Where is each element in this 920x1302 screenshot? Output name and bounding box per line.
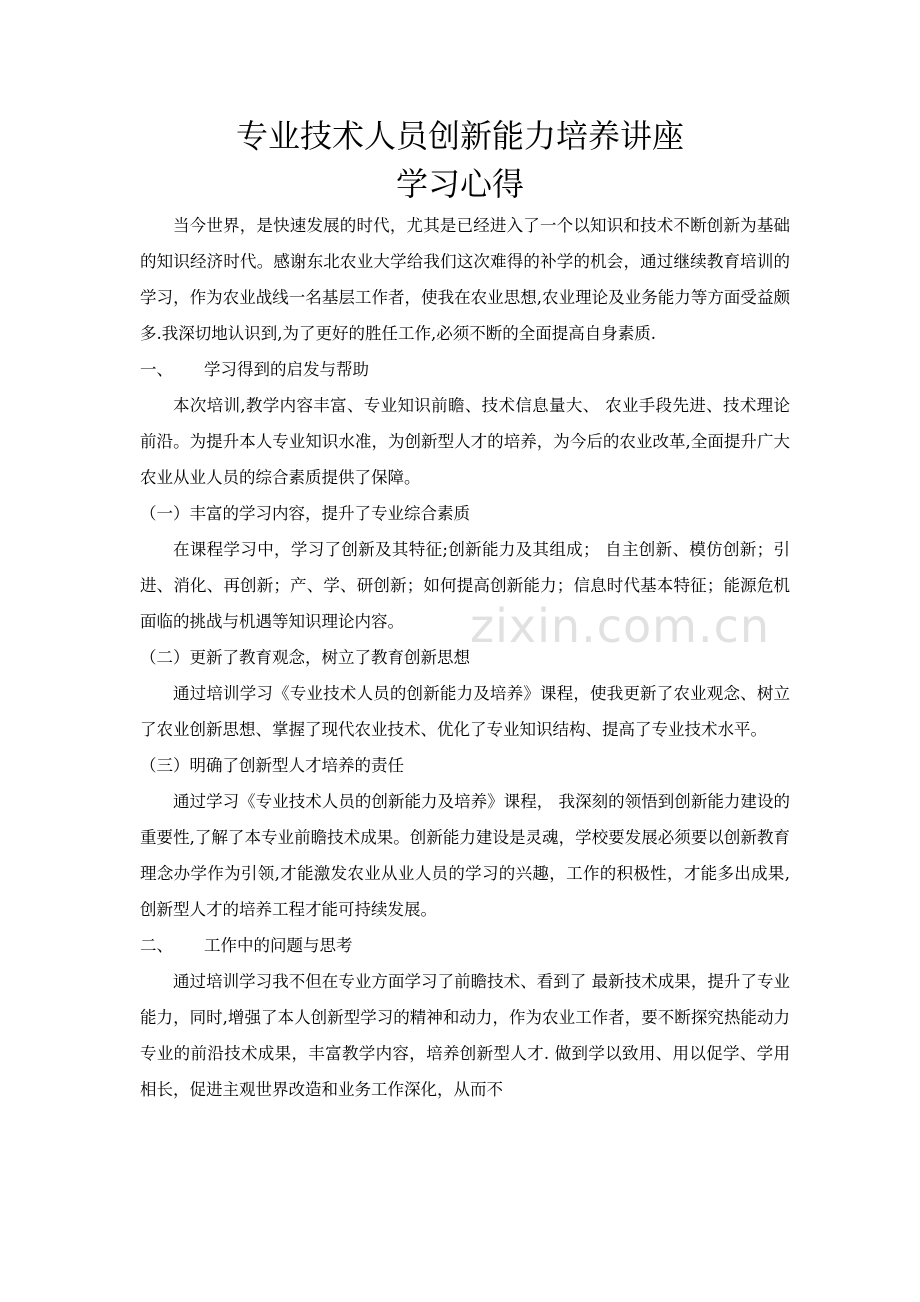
section1-sub3-paragraph: 通过学习《专业技术人员的创新能力及培养》课程， 我深刻的领悟到创新能力建设的重要性,了解了本专业前瞻技术成果。创新能力建设是灵魂，学校要发展必须要以创新教育理念办学作为引领,才能激发农业从业人员的学习的兴趣，工作的积极性，才能多出成果,创新型人才的培养工程才能可持续发展。 [140,792,790,919]
section2-heading [140,928,790,964]
section1-sub1-paragraph: 在课程学习中，学习了创新及其特征;创新能力及其组成； 自主创新、模仿创新；引进、消化、再创新；产、学、研创新；如何提高创新能力；信息时代基本特征；能源危机面临的挑战与机遇等知识理论内容。 [140,540,790,631]
section2-paragraph: 通过培训学习我不但在专业方面学习了前瞻技术、看到了 最新技术成果，提升了专业能力，同时,增强了本人创新型学习的精神和动力，作为农业工作者，要不断探究热能动力专业的前沿技术成果，丰富教学内容，培养创新型人才. 做到学以致用、用以促学、学用相长，促进主观世界改造和业务工作深化，从而不 [140,972,790,1099]
section1-sub2-paragraph: 通过培训学习《专业技术人员的创新能力及培养》课程，使我更新了农业观念、树立了农业创新思想、掌握了现代农业技术、优化了专业知识结构、提高了专业技术水平。 [140,684,790,739]
document-body [140,208,790,1108]
section1-title: 学习得到的启发与帮助 [204,360,369,379]
section1-sub2-heading: （二）更新了教育观念，树立了教育创新思想 [140,648,470,667]
section1-sub3-heading: （三）明确了创新型人才培养的责任 [140,756,404,775]
section1-number: 一、 [140,360,173,379]
section1-heading [140,352,790,388]
section2-title: 工作中的问题与思考 [204,936,353,955]
document-title-line2: 学习心得 [395,165,524,203]
section1-intro-paragraph: 本次培训,教学内容丰富、专业知识前瞻、技术信息量大、 农业手段先进、技术理论前沿。为提升本人专业知识水准，为创新型人才的培养，为今后的农业改革,全面提升广大农业从业人员的综合素质提供了保障。 [140,396,790,487]
document-title-line1: 专业技术人员创新能力培养讲座 [235,117,684,155]
section2-number: 二、 [140,936,173,955]
watermark-text: zixin.com.cn [470,599,771,653]
section1-sub1-heading: （一）丰富的学习内容，提升了专业综合素质 [140,504,470,523]
intro-paragraph: 当今世界，是快速发展的时代，尤其是已经进入了一个以知识和技术不断创新为基础的知识经济时代。感谢东北农业大学给我们这次难得的补学的机会，通过继续教育培训的学习，作为农业战线一名基层工作者，使我在农业思想,农业理论及业务能力等方面受益颇多.我深切地认识到,为了更好的胜任工作,必须不断的全面提高自身素质. [140,216,790,343]
